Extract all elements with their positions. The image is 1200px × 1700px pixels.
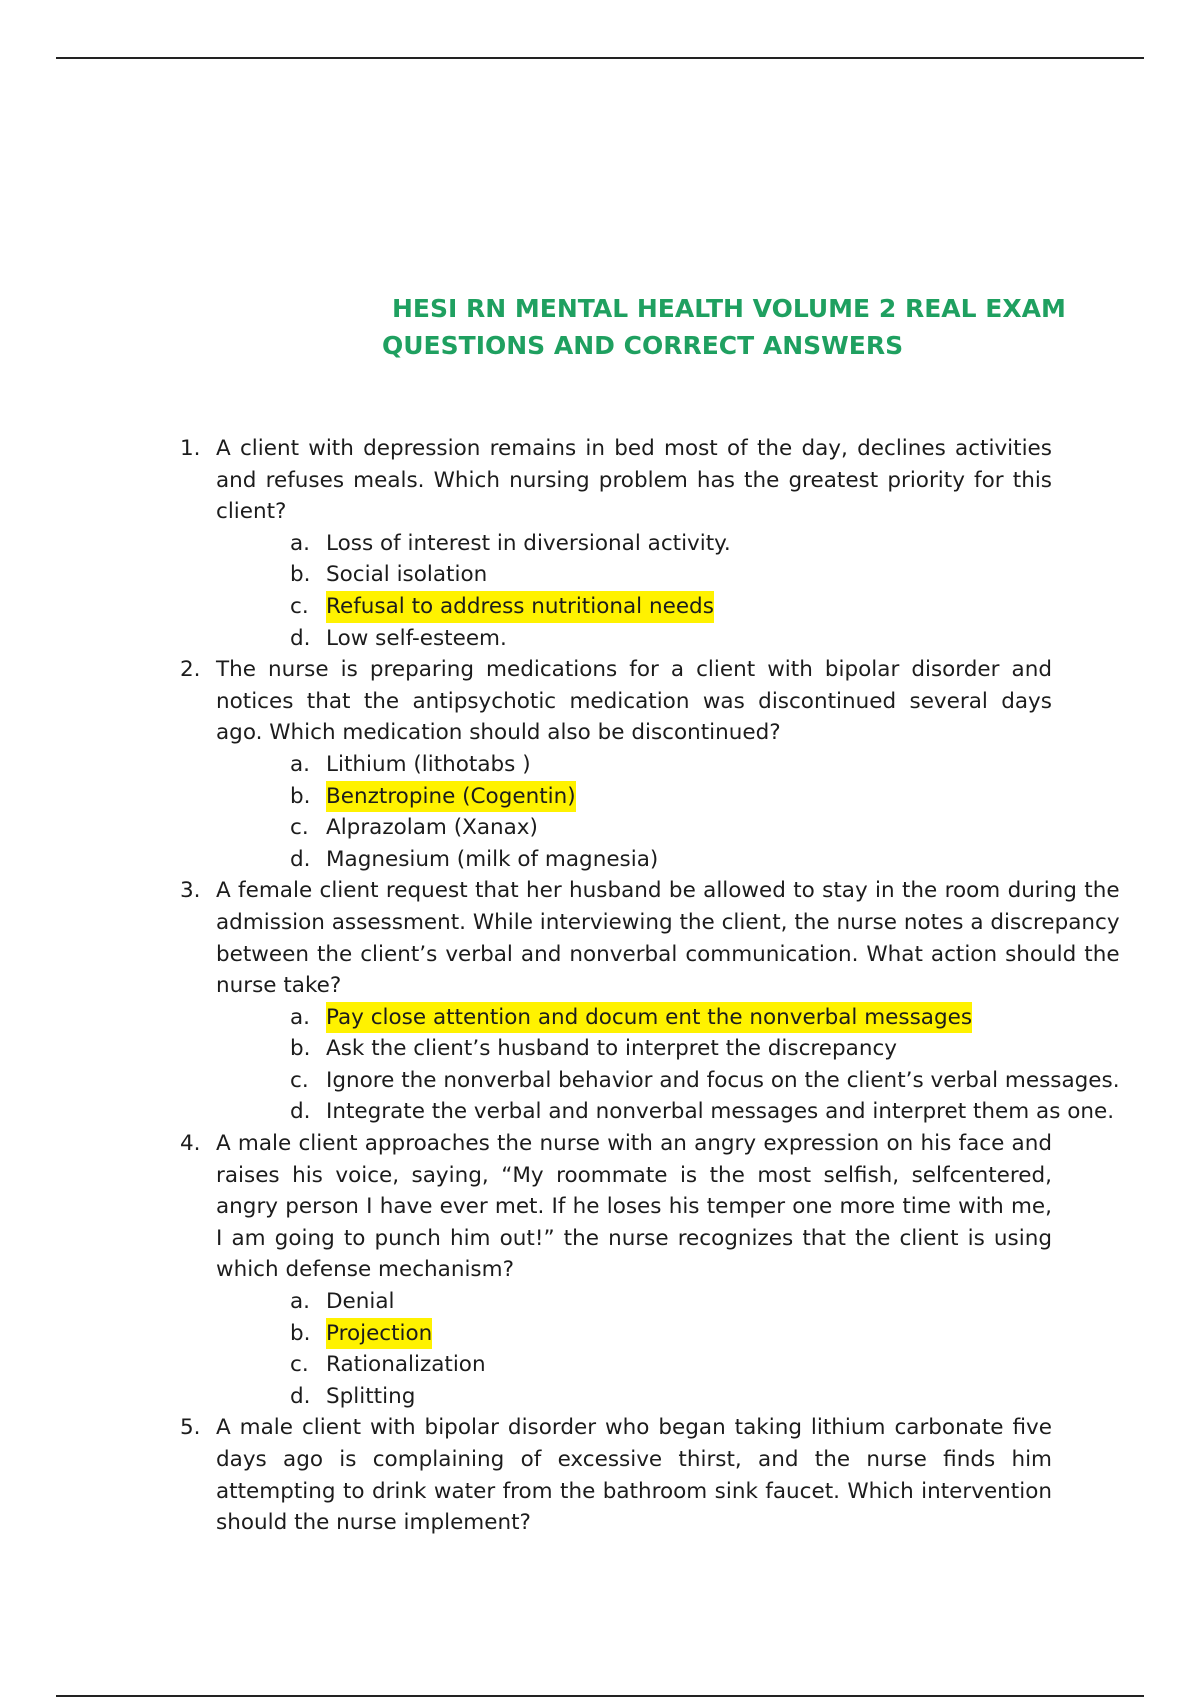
question-stem: A female client request that her husband be allowed to stay in the room during the admission assessment. While interviewing the client, the nurse notes a discrepancy between the client’s verbal and nonverbal communication. What action should the nurse take? <box>216 878 1120 999</box>
option-item <box>290 1349 1052 1381</box>
question-number: 5. <box>180 1415 201 1441</box>
option-text: Ask the client’s husband to interpret the discrepancy <box>326 1036 897 1062</box>
correct-answer-highlight: Projection <box>326 1318 432 1350</box>
option-item-correct <box>290 591 1052 623</box>
option-item <box>290 559 1052 591</box>
option-item-correct <box>290 1318 1052 1350</box>
option-text: Social isolation <box>326 562 488 588</box>
option-item-correct <box>290 1002 1120 1034</box>
option-letter: b. <box>290 562 311 588</box>
option-letter: d. <box>290 846 311 872</box>
option-letter: b. <box>290 1036 311 1062</box>
option-item <box>290 1381 1052 1413</box>
option-item <box>290 749 1052 781</box>
title-line-1: HESI RN MENTAL HEALTH VOLUME 2 REAL EXAM <box>392 294 1066 323</box>
option-text: Splitting <box>326 1383 416 1409</box>
question-item <box>180 433 1052 654</box>
option-item <box>290 623 1052 655</box>
option-list <box>216 1002 1120 1128</box>
question-number: 3. <box>180 878 201 904</box>
question-number: 1. <box>180 436 201 461</box>
option-text: Rationalization <box>326 1352 486 1378</box>
question-stem: A male client approaches the nurse with an angry expression on his face and raises his voice, saying, “My roommate is the most selfish, selfcentered, angry person I have ever met. If he loses his temper one more time with me, I am going to punch him out!” the nurse recognizes that the client is using which defense mechanism? <box>216 1131 1052 1283</box>
option-letter: d. <box>290 1099 311 1125</box>
question-number: 2. <box>180 657 201 683</box>
option-item <box>290 1096 1120 1128</box>
correct-answer-highlight: Pay close attention and docum ent the nonverbal messages <box>326 1002 972 1034</box>
option-letter: c. <box>290 815 309 841</box>
top-rule <box>56 57 1144 59</box>
option-letter: c. <box>290 593 309 619</box>
option-text: Alprazolam (Xanax) <box>326 815 538 841</box>
option-text: Magnesium (milk of magnesia) <box>326 846 659 872</box>
option-text: Lithium (lithotabs ) <box>326 751 531 777</box>
option-letter: c. <box>290 1352 309 1378</box>
option-list <box>216 1286 1052 1412</box>
question-list <box>180 433 1120 1539</box>
question-stem: A male client with bipolar disorder who began taking lithium carbonate five days ago is complaining of excessive thirst, and the nurse finds him attempting to drink water from the bathroom sink faucet. Which intervention should the nurse implement? <box>216 1415 1052 1536</box>
option-letter: a. <box>290 530 311 556</box>
correct-answer-highlight: Benztropine (Cogentin) <box>326 781 576 813</box>
option-item-correct <box>290 781 1052 813</box>
option-text: Loss of interest in diversional activity. <box>326 530 731 556</box>
question-item <box>180 1128 1052 1412</box>
option-letter: d. <box>290 625 311 651</box>
question-body <box>216 1128 1052 1412</box>
option-item <box>290 1286 1052 1318</box>
option-text: Integrate the verbal and nonverbal messages and interpret them as one. <box>326 1099 1115 1125</box>
question-body <box>216 433 1052 654</box>
document-title <box>0 290 1200 364</box>
option-list <box>216 528 1052 654</box>
question-item <box>180 875 1120 1128</box>
option-letter: b. <box>290 783 311 809</box>
option-letter: d. <box>290 1383 311 1409</box>
option-item <box>290 1065 1120 1097</box>
option-letter: a. <box>290 1004 311 1030</box>
title-line-2: QUESTIONS AND CORRECT ANSWERS <box>382 331 904 360</box>
question-body <box>216 654 1052 875</box>
question-body <box>216 875 1120 1128</box>
option-text: Ignore the nonverbal behavior and focus on the client’s verbal messages. <box>326 1067 1120 1093</box>
option-letter: a. <box>290 1289 311 1315</box>
option-letter: b. <box>290 1320 311 1346</box>
option-item <box>290 1033 1120 1065</box>
option-letter: a. <box>290 751 311 777</box>
question-stem: A client with depression remains in bed most of the day, declines activities and refuses meals. Which nursing problem has the greatest priority for this client? <box>216 436 1052 525</box>
question-item <box>180 654 1052 875</box>
option-text: Low self-esteem. <box>326 625 507 651</box>
option-list <box>216 749 1052 875</box>
option-text: Denial <box>326 1289 395 1315</box>
question-stem: The nurse is preparing medications for a client with bipolar disorder and notices that the antipsychotic medication was discontinued several days ago. Which medication should also be discontinued? <box>216 657 1052 746</box>
option-item <box>290 528 1052 560</box>
option-letter: c. <box>290 1067 309 1093</box>
option-item <box>290 844 1052 876</box>
question-body <box>216 1412 1052 1538</box>
correct-answer-highlight: Refusal to address nutritional needs <box>326 591 714 623</box>
question-item <box>180 1412 1052 1538</box>
question-number: 4. <box>180 1131 201 1157</box>
bottom-rule <box>56 1695 1144 1697</box>
option-item <box>290 812 1052 844</box>
